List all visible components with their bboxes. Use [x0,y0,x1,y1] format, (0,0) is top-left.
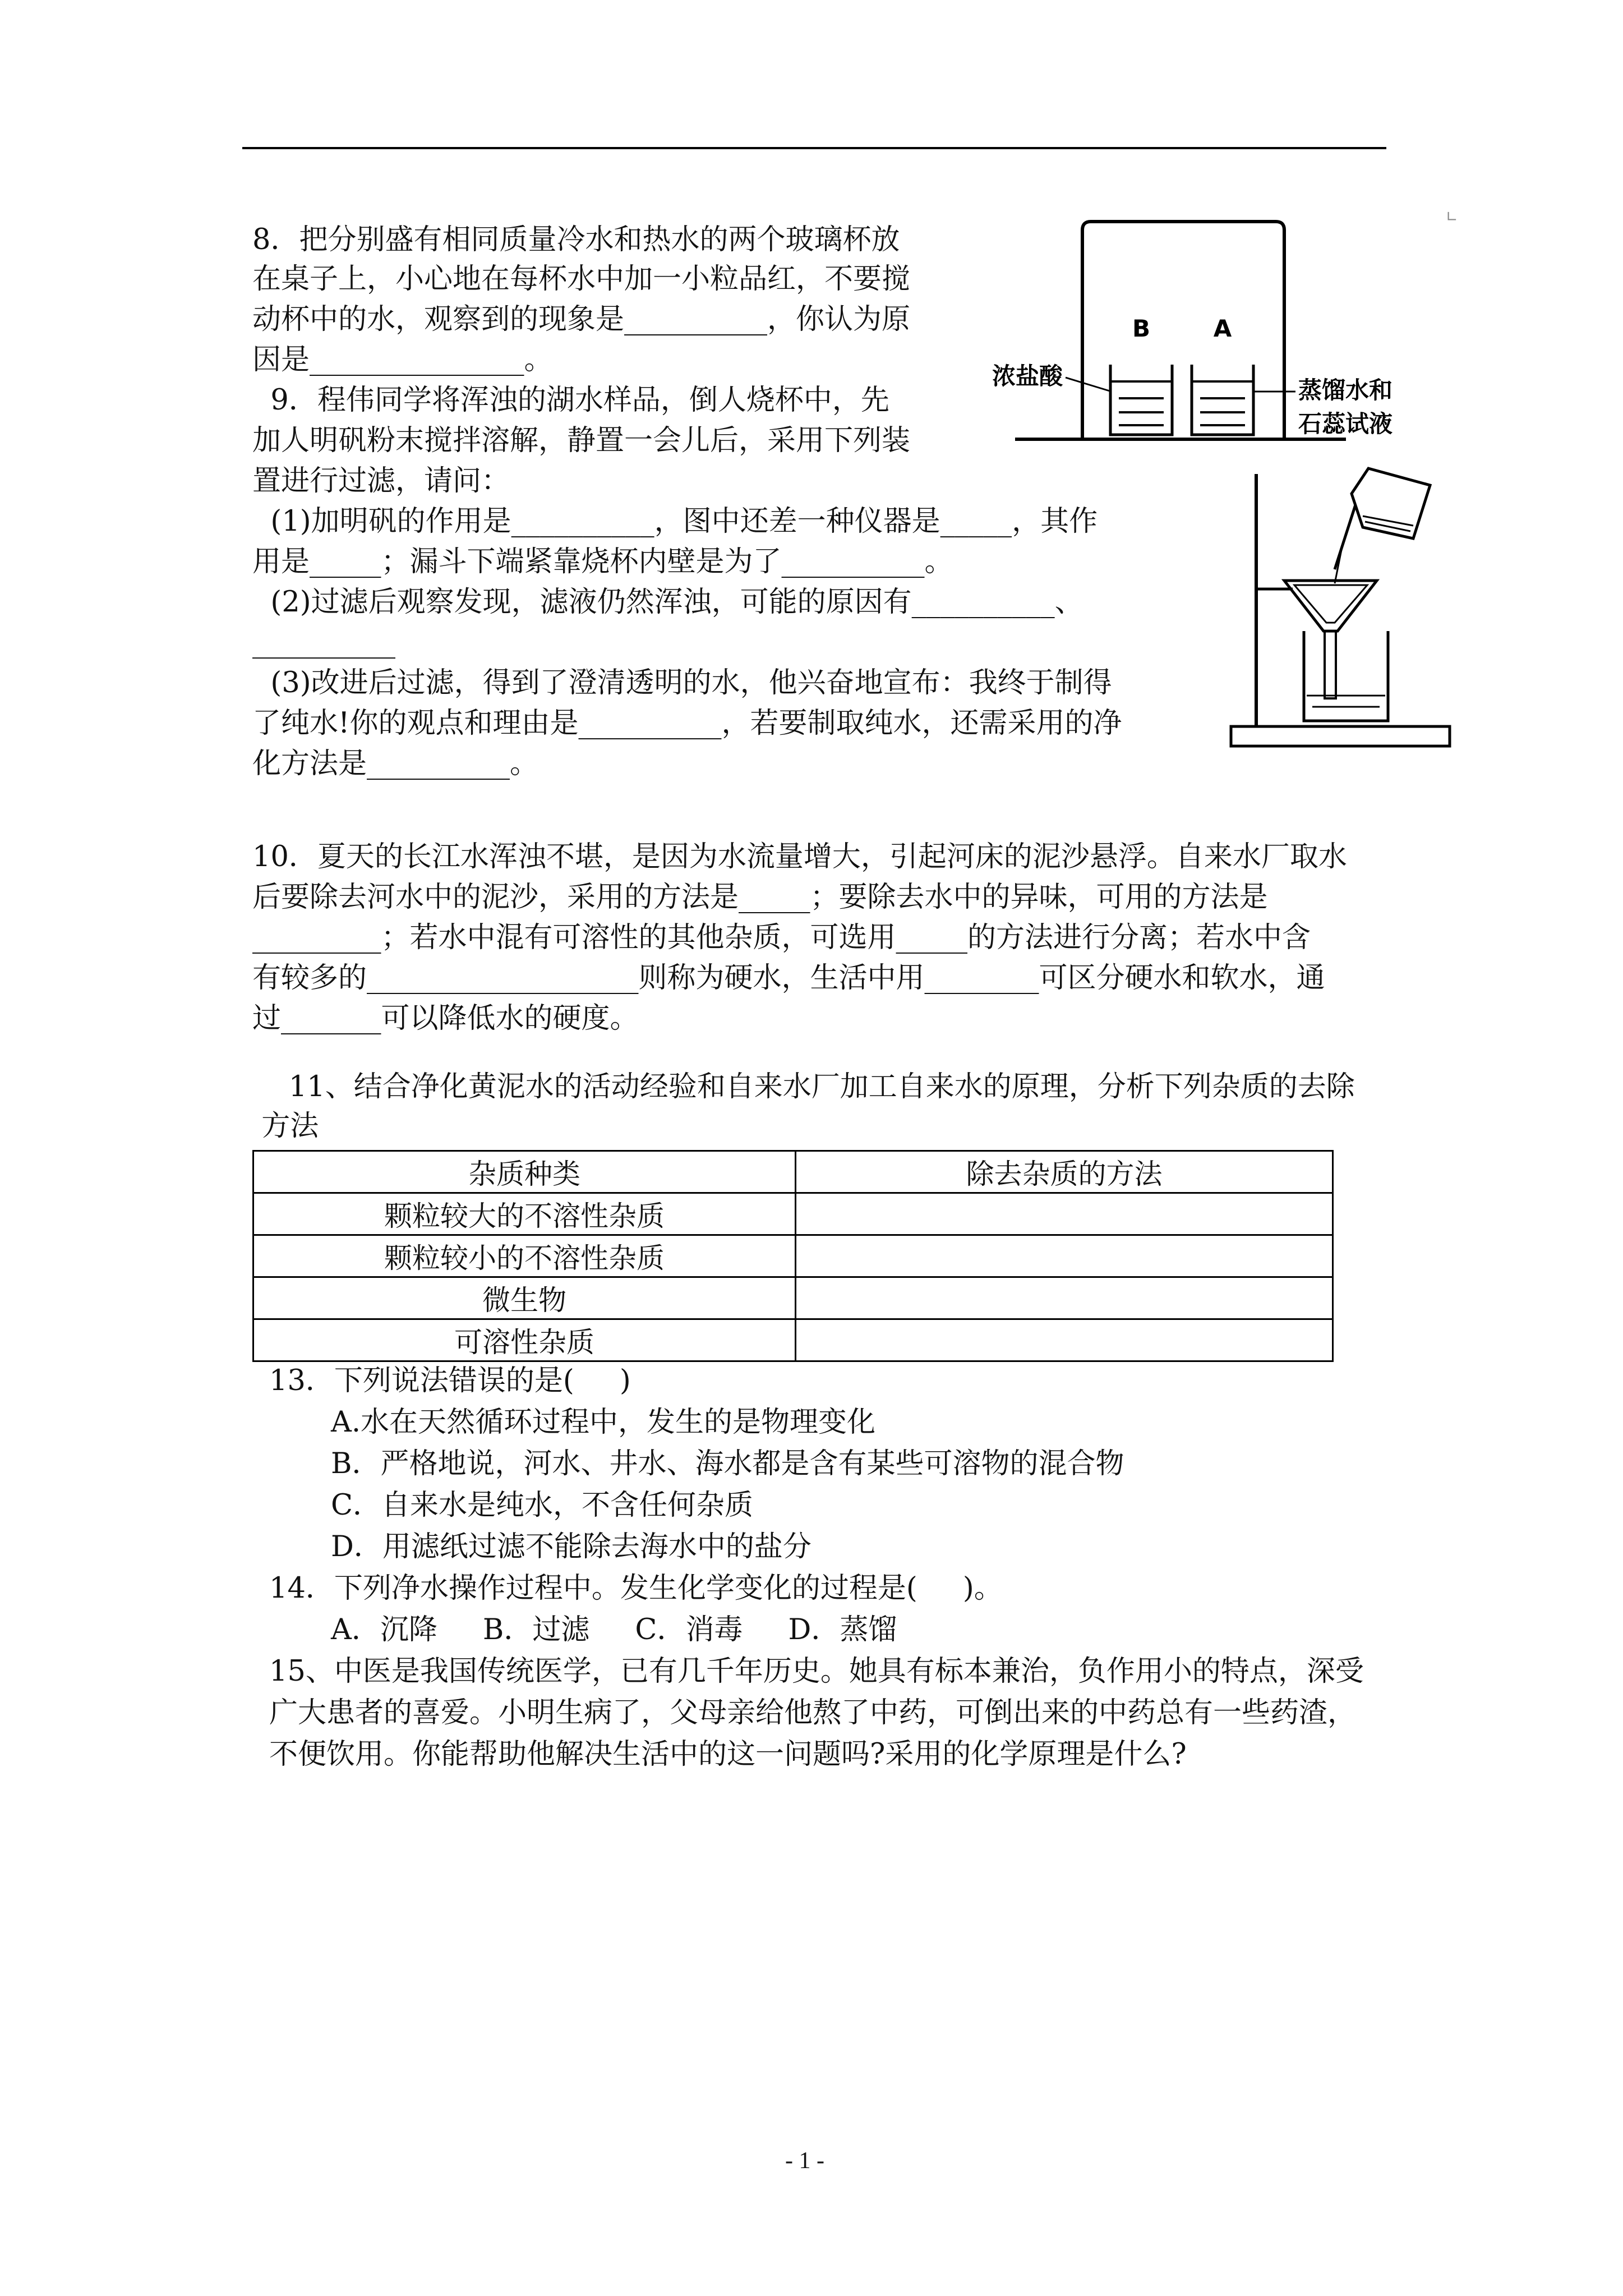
q15-line-2: 广大患者的喜爱。小明生病了，父母亲给他熬了中药，可倒出来的中药总有一些药渣， [269,1696,1357,1729]
q8-line-4: 因是_______________。 [252,343,553,376]
table-row [253,1277,1333,1319]
q9-line-3: 置进行过滤，请问： [252,464,510,498]
table-row [253,1319,1333,1361]
table-cell-method-blank [796,1277,1333,1319]
q15-line-3: 不便饮用。你能帮助他解决生活中的这一问题吗?采用的化学原理是什么? [269,1738,1187,1771]
q10-line-5: 过_______可以降低水的硬度。 [252,1002,639,1035]
table-header-cell: 杂质种类 [253,1151,796,1193]
header-rule [242,147,1386,149]
q9-line-2: 加人明矾粉末搅拌溶解，静置一会儿后，采用下列装 [252,424,911,457]
q8-line-1: 8．把分别盛有相同质量冷水和热水的两个玻璃杯放 [252,223,900,256]
table-cell-impurity: 可溶性杂质 [253,1319,796,1361]
q9-line-8: (3)改进后过滤，得到了澄清透明的水，他兴奋地宣布：我终于制得 [252,666,1112,700]
q10-line-2: 后要除去河水中的泥沙，采用的方法是_____；要除去水中的异味，可用的方法是 [252,881,1268,914]
table-header-row [253,1151,1333,1193]
q13-option-c: C．自来水是纯水，不含任何杂质 [331,1489,754,1522]
table-cell-method-blank [796,1235,1333,1277]
table-header-cell: 除去杂质的方法 [796,1151,1333,1193]
table-cell-impurity: 颗粒较大的不溶性杂质 [253,1193,796,1235]
q11-line-1: 11、结合净化黄泥水的活动经验和自来水厂加工自来水的原理，分析下列杂质的去除 [252,1070,1355,1103]
table-cell-method-blank [796,1319,1333,1361]
q8-line-2: 在桌子上，小心地在每杯水中加一小粒品红，不要搅 [252,263,911,296]
table-row [253,1193,1333,1235]
q9-line-1: 9．程伟同学将浑浊的湖水样品，倒人烧杯中，先 [252,384,889,417]
q13-option-d: D．用滤纸过滤不能除去海水中的盐分 [331,1530,811,1563]
q13-option-a: A.水在天然循环过程中，发生的是物理变化 [331,1406,876,1439]
q10-line-4: 有较多的___________________则称为硬水，生活中用________可区分硬水和软水，通 [252,961,1325,995]
concentrated-hcl-label: 浓盐酸 [992,362,1063,390]
q9-line-6: (2)过滤后观察发现，滤液仍然浑浊，可能的原因有__________、 [252,586,1083,619]
beaker-a-label: A [1213,315,1232,342]
q9-line-7: __________ [252,626,395,659]
q9-line-9: 了纯水!你的观点和理由是__________，若要制取纯水，还需采用的净 [252,707,1122,740]
q14-options: A．沉降 B．过滤 C．消毒 D．蒸馏 [331,1613,897,1646]
q9-line-5: 用是_____；漏斗下端紧靠烧杯内壁是为了__________。 [252,545,953,578]
q15-line-1: 15、中医是我国传统医学，已有几千年历史。她具有标本兼治，负作用小的特点，深受 [269,1655,1364,1688]
litmus-solution-label: 石蕊试液 [1298,410,1393,438]
table-cell-method-blank [796,1193,1333,1235]
page-number: - 1 - [785,2148,824,2174]
bell-jar-beakers-figure [965,213,1458,454]
q13-option-b: B．严格地说，河水、井水、海水都是含有某些可溶物的混合物 [331,1447,1124,1480]
corner-mark: ∟ [1446,209,1458,226]
q14-stem: 14．下列净水操作过程中。发生化学变化的过程是( )。 [269,1572,1003,1605]
q9-line-4: (1)加明矾的作用是__________，图中还差一种仪器是_____，其作 [252,505,1098,538]
filtration-apparatus-figure [1228,463,1464,754]
table-cell-impurity: 微生物 [253,1277,796,1319]
distilled-water-label: 蒸馏水和 [1298,376,1393,404]
q8-line-3: 动杯中的水，观察到的现象是__________，你认为原 [252,303,911,336]
q9-line-10: 化方法是__________。 [252,747,539,780]
beaker-b-label: B [1132,315,1151,342]
table-cell-impurity: 颗粒较小的不溶性杂质 [253,1235,796,1277]
table-row [253,1235,1333,1277]
q10-line-3: _________；若水中混有可溶性的其他杂质，可选用_____的方法进行分离；若水中含 [252,921,1311,954]
q10-line-1: 10．夏天的长江水浑浊不堪，是因为水流量增大，引起河床的泥沙悬浮。自来水厂取水 [252,840,1347,873]
q13-stem: 13．下列说法错误的是( ) [269,1364,631,1397]
impurity-removal-table [252,1150,1334,1362]
q11-line-2: 方法 [252,1110,319,1143]
